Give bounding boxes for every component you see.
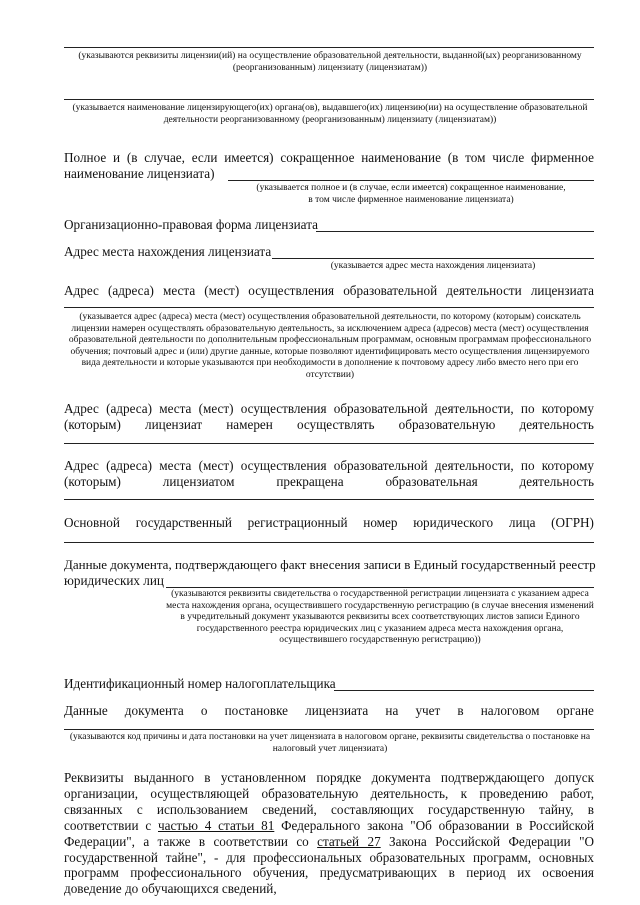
note-line: в том числе фирменное наименование лицензиата) — [308, 194, 514, 205]
word: сокращенное — [280, 150, 355, 165]
word: лица — [508, 515, 536, 530]
word: имеется) — [224, 150, 274, 165]
word: (ОГРН) — [551, 515, 594, 530]
word: Адрес — [64, 401, 99, 416]
word: (адреса) — [106, 401, 153, 416]
licensee-name-line1 — [64, 150, 594, 166]
licensing-authority-line — [64, 99, 594, 100]
word: лицензиата — [530, 283, 594, 298]
word: и — [113, 150, 121, 165]
activity-address-line — [64, 283, 594, 299]
word: прекращена — [276, 474, 344, 489]
stopped-address-line1 — [64, 458, 594, 474]
word: документа — [124, 703, 184, 718]
paragraph-text: Закона Российской Федерации "О государственной тайне", - для профессиональных образовательных программ, основных программ профессионального обучения, предусматривающих в период их освоения доведение до обучающихся сведений, — [64, 833, 594, 897]
state-secret-paragraph — [64, 770, 594, 897]
inn-label: Идентификационный номер налогоплательщика — [64, 676, 336, 691]
intended-address-line2 — [64, 417, 594, 433]
word: образовательной — [343, 283, 438, 298]
word: места — [163, 283, 196, 298]
word: о — [200, 703, 208, 718]
stopped-address-line2 — [64, 474, 594, 490]
egrul-field[interactable] — [166, 587, 594, 588]
egrul-line1: Данные документа, подтверждающего факт внесения записи в Единый государственный реестр — [64, 557, 596, 572]
word: деятельность — [519, 417, 594, 432]
word: места — [159, 458, 192, 473]
ogrn-field[interactable] — [64, 542, 594, 543]
word: наименование — [361, 150, 441, 165]
word: намерен — [226, 417, 273, 432]
word: числе — [492, 150, 525, 165]
word: фирменное — [531, 150, 594, 165]
word: по — [520, 458, 535, 473]
word: лицензиата — [305, 703, 369, 718]
word: постановке — [224, 703, 289, 718]
licensing-authority-note: (указывается наименование лицензирующего(их) органа(ов), выдавшего(их) лицензию(ии) на осуществление образовательной деятельности реорганизованному (реорганизованным) лицензиату (лицензиатам)) — [72, 103, 588, 125]
word: (адреса) — [107, 283, 154, 298]
word: Основной — [64, 515, 120, 530]
word: Данные — [64, 703, 108, 718]
word: налоговом — [480, 703, 540, 718]
activity-address-note: (указывается адрес (адреса) места (мест) осуществления образовательной деятельности, по которому (которым) соискатель лицензии намерен осуществлять образовательную деятельность, за исключением адреса (адресов) места (мест) осуществления образовательной деятельности по дополнительным профессиональным программам, основным программам профессионального обучения; почтовый адрес и (или) другие данные, которые позволяют идентифицировать место осуществления лицензируемого вида деятельности и которые указываются при необходимости в дополнение к почтовому адресу либо вместо него при его отсутствии) — [68, 312, 592, 380]
word: осуществления — [248, 283, 335, 298]
egrul-note: (указываются реквизиты свидетельства о государственной регистрации лицензиата с указанием адреса места нахождения органа, осуществившего государственную регистрацию (в случае внесения изменений в учредительный документ указываются реквизиты всех соответствующих листов записи Единого государственного реестра юридических лиц с указанием адреса места нахождения органа, осуществившего государственную регистрацию)) — [166, 589, 594, 645]
word: места — [159, 401, 192, 416]
legal-form-label: Организационно-правовая форма лицензиата — [64, 217, 318, 232]
word: Полное — [64, 150, 107, 165]
word: в — [457, 703, 464, 718]
word: осуществления — [240, 458, 327, 473]
activity-address-field[interactable] — [64, 307, 594, 308]
address-note: (указывается адрес места нахождения лицензиата) — [330, 261, 536, 271]
law-article-link[interactable]: частью 4 статьи 81 — [158, 817, 275, 833]
word: деятельности — [446, 283, 522, 298]
word: образовательной — [333, 458, 428, 473]
stopped-address-field[interactable] — [64, 499, 594, 500]
word: на — [385, 703, 399, 718]
intended-address-field[interactable] — [64, 443, 594, 444]
word: (которым) — [64, 417, 121, 432]
word: регистрационный — [247, 515, 348, 530]
word: деятельности, — [434, 401, 514, 416]
word: случае, — [144, 150, 185, 165]
licensee-name-label: наименование лицензиата) — [64, 166, 215, 181]
licensee-name-field[interactable] — [228, 180, 594, 181]
ogrn-line — [64, 515, 594, 531]
word: органе — [556, 703, 594, 718]
word: Адрес — [64, 458, 99, 473]
legal-form-field[interactable] — [316, 231, 594, 232]
word: которому — [541, 401, 594, 416]
word: осуществлять — [296, 417, 375, 432]
word: юридического — [413, 515, 494, 530]
word: деятельность — [519, 474, 594, 489]
egrul-label: юридических лиц — [64, 573, 164, 588]
word: номер — [363, 515, 398, 530]
intended-address-line1 — [64, 401, 594, 417]
word: лицензиатом — [162, 474, 235, 489]
law-article-link[interactable]: статьей 27 — [317, 833, 381, 849]
tax-note: (указываются код причины и дата постановки на учет лицензиата в налоговом органе, реквизиты свидетельства о постановке на налоговый учет лицензиата) — [69, 732, 591, 754]
license-details-note: (указываются реквизиты лицензии(ий) на осуществление образовательной деятельности, выданной(ых) реорганизованному (реорганизованным) лицензиату (лицензиатам)) — [78, 51, 582, 73]
address-label: Адрес места нахождения лицензиата — [64, 244, 272, 259]
word: по — [520, 401, 535, 416]
tax-field[interactable] — [64, 729, 594, 730]
word: (в — [126, 150, 138, 165]
tax-line — [64, 703, 594, 719]
word: осуществления — [240, 401, 327, 416]
word: деятельности, — [434, 458, 514, 473]
licensee-name-note — [228, 183, 594, 206]
word: государственный — [135, 515, 232, 530]
word: (мест) — [198, 401, 234, 416]
word: (мест) — [204, 283, 240, 298]
word: образовательную — [398, 417, 496, 432]
word: если — [191, 150, 218, 165]
word: (адреса) — [106, 458, 153, 473]
word: учет — [415, 703, 441, 718]
paragraph-text: Реквизиты выданного в установленном порядке документа подтверждающего допуск организации, осуществляющей образовательную деятельность, к проведению работ, связанных с использованием сведений, составляющих государственную тайну, в соответствии с — [64, 770, 594, 833]
word: лицензиат — [145, 417, 203, 432]
word: (в — [447, 150, 459, 165]
inn-field[interactable] — [334, 690, 594, 691]
word: образовательной — [333, 401, 428, 416]
paragraph-text: Федерального закона "Об образовании в Российской Федерации", а также в соответствии со — [64, 817, 595, 849]
license-details-line — [64, 47, 594, 48]
note-line: (указывается полное и (в случае, если имеется) сокращенное наименование, — [256, 183, 566, 193]
word: образовательная — [385, 474, 478, 489]
word: том — [465, 150, 486, 165]
address-field[interactable] — [272, 258, 594, 259]
word: (которым) — [64, 474, 121, 489]
word: которому — [541, 458, 594, 473]
word: Адрес — [64, 283, 99, 298]
word: (мест) — [198, 458, 234, 473]
